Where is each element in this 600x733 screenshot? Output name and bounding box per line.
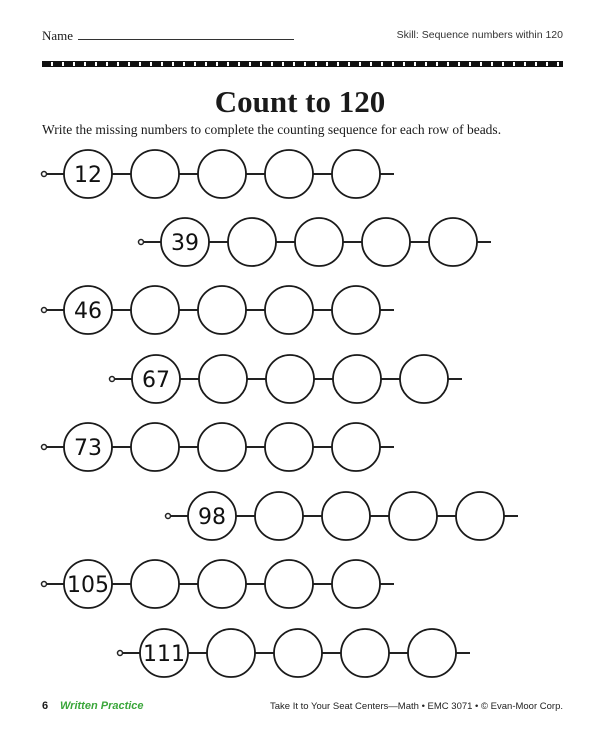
bead-blank[interactable] xyxy=(198,560,246,608)
string-knot xyxy=(118,651,123,656)
string-knot xyxy=(42,172,47,177)
bead-row xyxy=(118,629,471,677)
bead-row xyxy=(42,150,395,198)
bead-blank[interactable] xyxy=(131,560,179,608)
page-number: 6 xyxy=(42,700,49,712)
bead-row xyxy=(42,423,395,471)
bead-blank[interactable] xyxy=(332,150,380,198)
bead-number: 46 xyxy=(74,299,102,324)
bead-blank[interactable] xyxy=(131,286,179,334)
bead-blank[interactable] xyxy=(255,492,303,540)
bead-blank[interactable] xyxy=(265,560,313,608)
string-knot xyxy=(42,308,47,313)
bead-blank[interactable] xyxy=(265,150,313,198)
bead-blank[interactable] xyxy=(265,286,313,334)
bead-blank[interactable] xyxy=(456,492,504,540)
bead-row xyxy=(42,560,395,608)
bead-blank[interactable] xyxy=(198,423,246,471)
bead-blank[interactable] xyxy=(131,150,179,198)
bead-number: 105 xyxy=(67,573,109,598)
string-knot xyxy=(110,377,115,382)
bead-blank[interactable] xyxy=(199,355,247,403)
bead-blank[interactable] xyxy=(274,629,322,677)
bead-blank[interactable] xyxy=(228,218,276,266)
bead-blank[interactable] xyxy=(332,560,380,608)
bead-blank[interactable] xyxy=(207,629,255,677)
bead-number: 39 xyxy=(171,231,199,256)
bead-blank[interactable] xyxy=(362,218,410,266)
bead-blank[interactable] xyxy=(265,423,313,471)
bead-row xyxy=(166,492,519,540)
bead-number: 98 xyxy=(198,505,226,530)
string-knot xyxy=(42,582,47,587)
credit-line: Take It to Your Seat Centers—Math • EMC 3071 • © Evan-Moor Corp. xyxy=(270,701,563,712)
footer xyxy=(42,700,563,714)
bead-blank[interactable] xyxy=(341,629,389,677)
bead-blank[interactable] xyxy=(332,286,380,334)
string-knot xyxy=(139,240,144,245)
bead-row xyxy=(139,218,492,266)
bead-blank[interactable] xyxy=(389,492,437,540)
bead-blank[interactable] xyxy=(400,355,448,403)
bead-blank[interactable] xyxy=(198,150,246,198)
bead-row xyxy=(42,286,395,334)
bead-blank[interactable] xyxy=(429,218,477,266)
bead-blank[interactable] xyxy=(266,355,314,403)
skill-label: Skill: Sequence numbers within 120 xyxy=(396,29,563,41)
bead-blank[interactable] xyxy=(295,218,343,266)
bead-blank[interactable] xyxy=(333,355,381,403)
bead-number: 111 xyxy=(143,642,185,667)
page-title: Count to 120 xyxy=(214,84,386,119)
string-knot xyxy=(166,514,171,519)
bead-number: 12 xyxy=(74,163,102,188)
bead-blank[interactable] xyxy=(332,423,380,471)
bead-number: 73 xyxy=(74,436,102,461)
section-label: Written Practice xyxy=(60,700,144,712)
bead-blank[interactable] xyxy=(198,286,246,334)
bead-blank[interactable] xyxy=(131,423,179,471)
bead-row xyxy=(110,355,463,403)
bead-blank[interactable] xyxy=(408,629,456,677)
string-knot xyxy=(42,445,47,450)
instructions: Write the missing numbers to complete the counting sequence for each row of beads. xyxy=(42,122,502,137)
bead-blank[interactable] xyxy=(322,492,370,540)
bead-number: 67 xyxy=(142,368,170,393)
name-label: Name xyxy=(42,28,74,43)
